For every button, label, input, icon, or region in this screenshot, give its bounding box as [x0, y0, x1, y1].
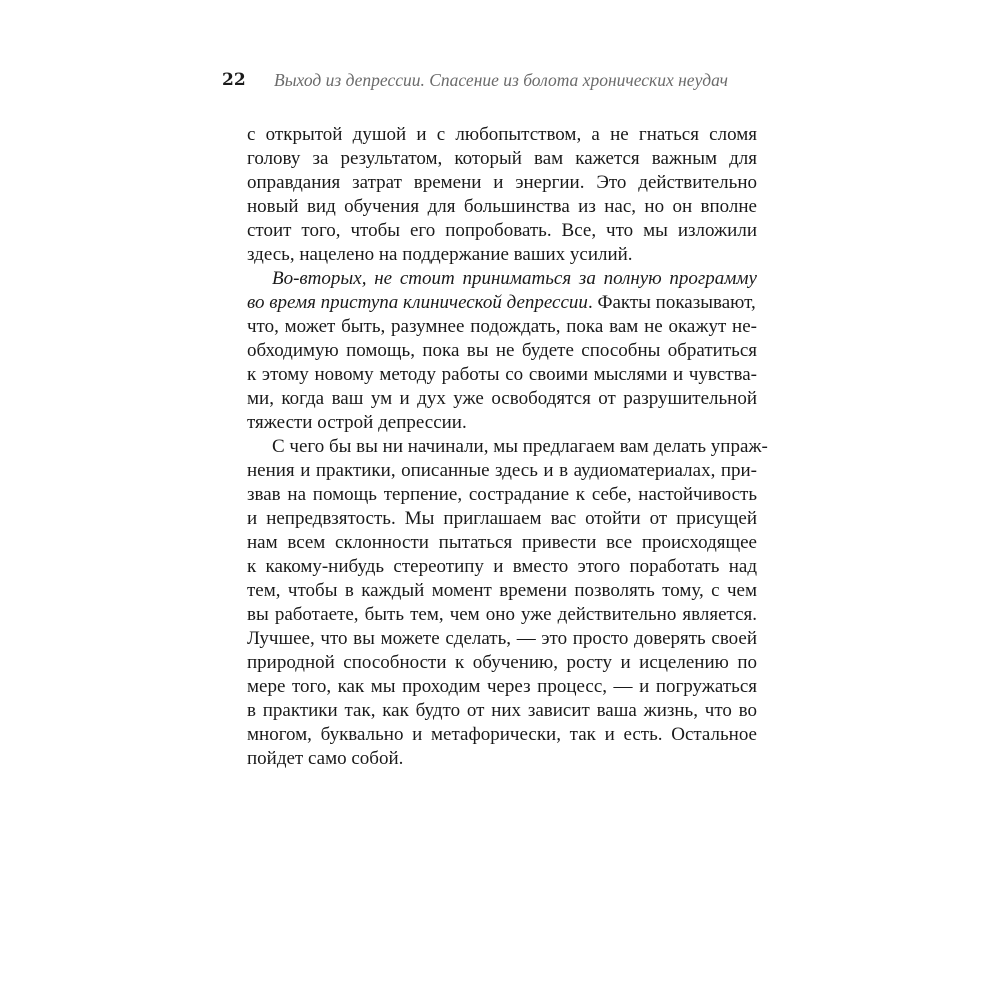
text-line: к какому-нибудь стереотипу и вместо этого поработать над — [247, 556, 757, 577]
text-line: тем, чтобы в каждый момент времени позволять тому, с чем — [247, 580, 757, 601]
text-line: вы работаете, быть тем, чем оно уже действительно является. — [247, 604, 757, 625]
text-line: оправдания затрат времени и энергии. Это действительно — [247, 172, 757, 193]
running-title: Выход из депрессии. Спасение из болота хронических неудач — [274, 70, 729, 90]
text-line: голову за результатом, который вам кажется важным для — [247, 148, 757, 169]
page-number: 22 — [222, 70, 246, 90]
text-line: ми, когда ваш ум и дух уже освободятся от разрушительной — [247, 388, 757, 409]
text-line: в практики так, как будто от них зависит ваша жизнь, что во — [247, 700, 757, 721]
text-line: новый вид обучения для большинства из нас, но он вполне — [247, 196, 757, 217]
text-line: нения и практики, описанные здесь и в аудиоматериалах, при- — [247, 460, 757, 481]
text-line: тяжести острой депрессии. — [247, 412, 467, 433]
text-line: обходимую помощь, пока вы не будете способны обратиться — [247, 340, 757, 361]
text-line: что, может быть, разумнее подождать, пока вам не окажут не- — [247, 316, 757, 337]
text-line: многом, буквально и метафорически, так и есть. Остальное — [247, 724, 757, 745]
running-head — [222, 68, 762, 92]
text-line: и непредвзятость. Мы приглашаем вас отойти от присущей — [247, 508, 757, 529]
text-line: пойдет само собой. — [247, 748, 404, 769]
text-line: нам всем склонности пытаться привести все происходящее — [247, 532, 757, 553]
text-line: звав на помощь терпение, сострадание к себе, настойчивость — [247, 484, 757, 505]
text-line: природной способности к обучению, росту и исцелению по — [247, 652, 757, 673]
text-line-mixed — [247, 292, 757, 314]
text-line: к этому новому методу работы со своими мыслями и чувства- — [247, 364, 757, 385]
text-line: здесь, нацелено на поддержание ваших усилий. — [247, 244, 633, 265]
text-fragment: . Факты показывают, — [587, 292, 756, 313]
text-line: С чего бы вы ни начинали, мы предлагаем вам делать упраж- — [272, 436, 768, 457]
text-line: стоит того, чтобы его попробовать. Все, что мы изложили — [247, 220, 757, 241]
text-line: Лучшее, что вы можете сделать, — это просто доверять своей — [247, 628, 757, 649]
emphasis-text: во время приступа клинической депрессии — [247, 292, 588, 313]
text-line-italic: Во-вторых, не стоит приниматься за полную программу — [272, 268, 757, 289]
text-line: с открытой душой и с любопытством, а не гнаться сломя — [247, 124, 757, 145]
text-line: мере того, как мы проходим через процесс, — и погружаться — [247, 676, 757, 697]
